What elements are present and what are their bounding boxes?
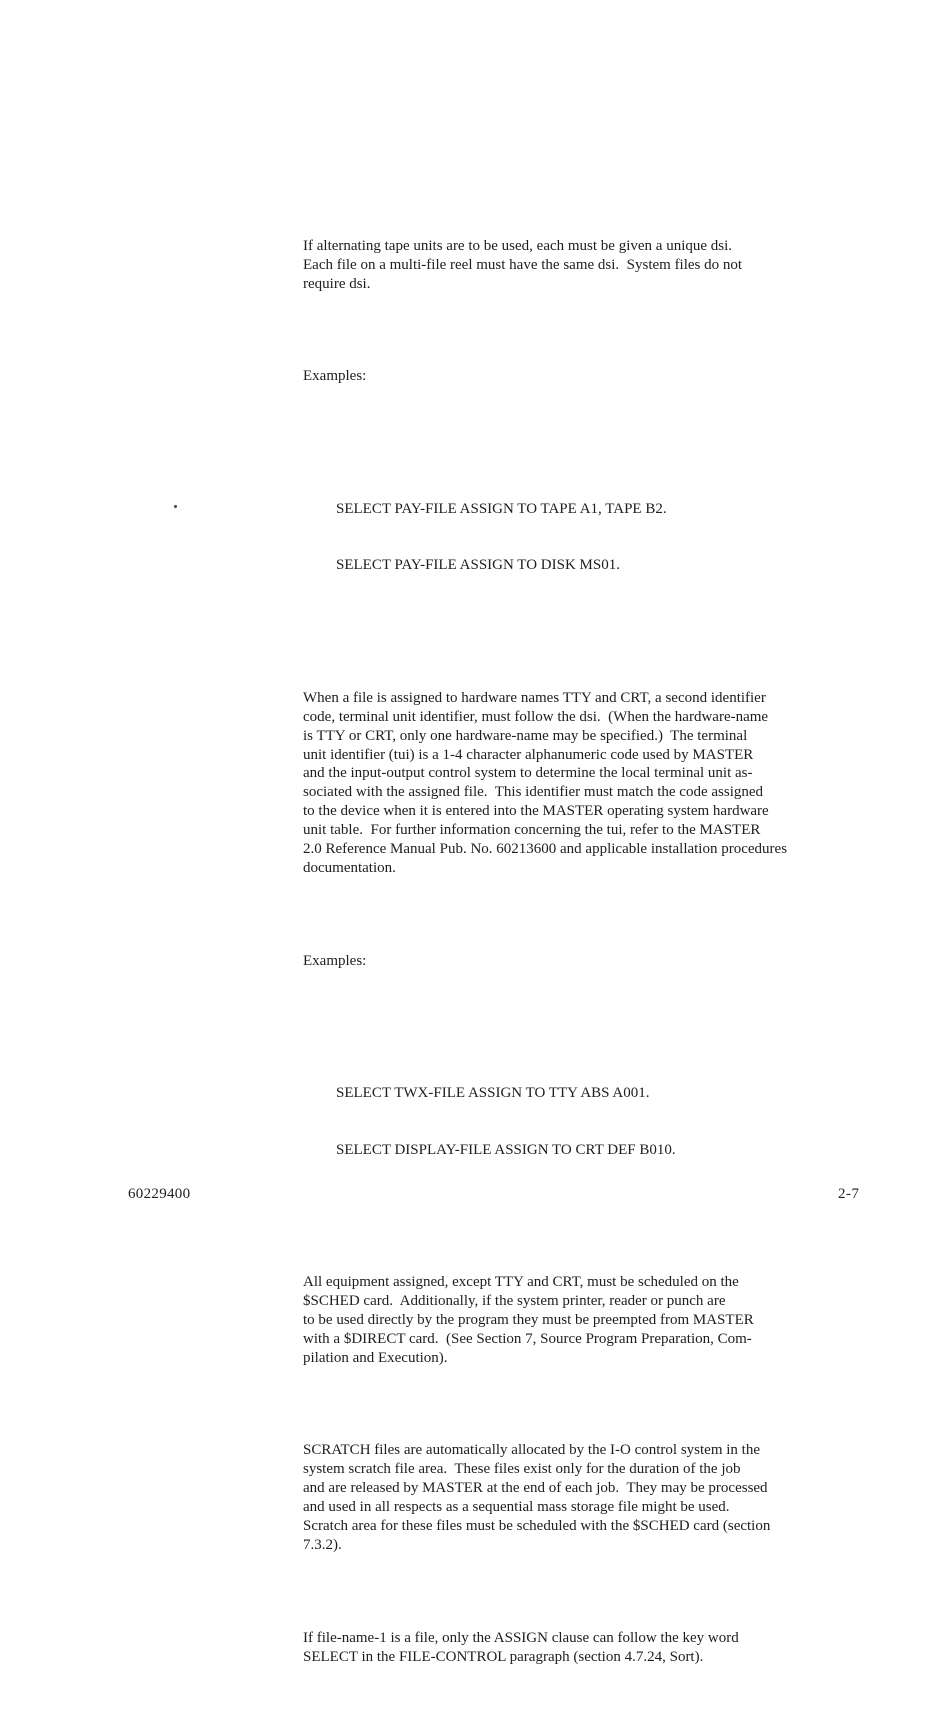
page-number: 2-7 [838,1186,860,1202]
paragraph-equipment: All equipment assigned, except TTY and CRT, must be scheduled on the $SCHED card. Additionally, if the system printer, reader or punch are to be used directly by the program they must be preempted from MASTER with a $DIRECT card. (See Section 7, Source Program Preparation, Com- pilation and Execution). [303,1274,754,1366]
example-line: SELECT PAY-FILE ASSIGN TO DISK MS01. [336,557,620,574]
paragraph-file-name: If file-name-1 is a file, only the ASSIGN clause can follow the key word SELECT in the FILE-CONTROL paragraph (section 4.7.24, Sort). [303,1629,739,1665]
examples-label: Examples: [303,368,367,385]
body-text [303,199,903,1721]
examples-label: Examples: [303,952,367,969]
paragraph-terminal-unit: When a file is assigned to hardware names TTY and CRT, a second identifier code, terminal unit identifier, must follow the dsi. (When the hardware-name is TTY or CRT, only one hardware-name may be specified.) The terminal unit identifier (tui) is a 1-4 character alphanumeric code used by MASTER and the input-output control system to determine the local terminal unit as- sociated with the assigned file. This identifier must match the code assigned to the device when it is entered into the MASTER operating system hardware unit table. For further information concerning the tui, refer to the MASTER 2.0 Reference Manual Pub. No. 60213600 and applicable installation procedures documentation. [303,689,788,876]
stray-mark [174,505,177,508]
example-block-tape [336,462,903,613]
example-line: SELECT DISPLAY-FILE ASSIGN TO CRT DEF B010. [336,1141,676,1158]
publication-number: 60229400 [128,1186,191,1202]
example-line: SELECT PAY-FILE ASSIGN TO TAPE A1, TAPE B2. [336,500,667,517]
example-line: SELECT TWX-FILE ASSIGN TO TTY ABS A001. [336,1085,650,1102]
paragraph-scratch: SCRATCH files are automatically allocated by the I-O control system in the system scratch file area. These files exist only for the duration of the job and are released by MASTER at the end of each job. They may be processed and used in all respects as a sequential mass storage file might be used. Scratch area for these files must be scheduled with the $SCHED card (section 7.3.2). [303,1442,771,1553]
example-block-terminal [336,1046,903,1197]
paragraph-dsi: If alternating tape units are to be used, each must be given a unique dsi. Each file on a multi-file reel must have the same dsi. System files do not require dsi. [303,237,743,292]
